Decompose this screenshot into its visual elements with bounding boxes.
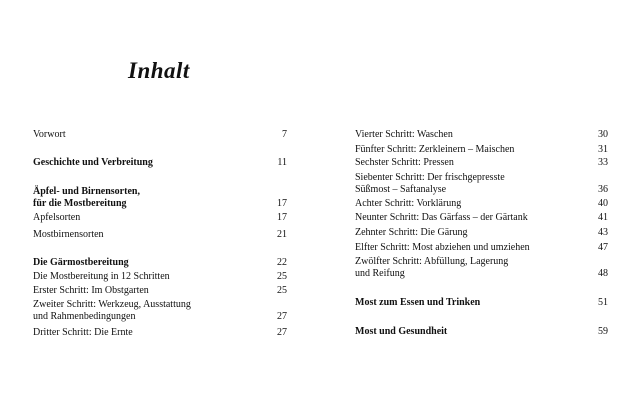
toc-entry-page: 7 — [282, 129, 287, 140]
toc-entry-title-line: Most und Gesundheit — [355, 326, 448, 337]
toc-entry — [355, 198, 608, 210]
toc-entry-page: 21 — [277, 229, 287, 240]
toc-entry — [33, 129, 287, 141]
toc-entry-title — [33, 129, 287, 141]
toc-entry-title-line: Süßmost – Saftanalyse — [355, 184, 447, 195]
toc-entry-title-line: Zehnter Schritt: Die Gärung — [355, 227, 468, 238]
toc-entry — [355, 144, 608, 156]
toc-entry-title-line: Most zum Essen und Trinken — [355, 297, 481, 308]
toc-entry-title — [33, 212, 287, 224]
toc-entry-title — [355, 227, 608, 239]
toc-entry-title-line: für die Mostbereitung — [33, 198, 127, 209]
toc-entry-page: 27 — [277, 311, 287, 322]
toc-entry-title-line: Fünfter Schritt: Zerkleinern – Maischen — [355, 144, 515, 155]
toc-entry-title — [33, 285, 287, 297]
toc-entry — [355, 256, 608, 280]
toc-entry — [355, 326, 608, 338]
toc-entry-title-line: Achter Schritt: Vorklärung — [355, 198, 462, 209]
toc-entry-title — [355, 129, 608, 141]
toc-entry-title — [33, 327, 287, 339]
toc-entry-page: 25 — [277, 271, 287, 282]
toc-entry — [355, 157, 608, 169]
toc-entry-page: 41 — [598, 212, 608, 223]
toc-entry-title — [355, 172, 608, 196]
toc-entry-title — [33, 257, 287, 269]
toc-entry-page: 59 — [598, 326, 608, 337]
toc-entry-title — [355, 256, 608, 280]
toc-entry — [33, 327, 287, 339]
toc-entry-title-line: Erster Schritt: Im Obstgarten — [33, 285, 149, 296]
toc-entry-title — [355, 212, 608, 224]
toc-entry-page: 47 — [598, 242, 608, 253]
page-title: Inhalt — [128, 58, 190, 83]
toc-entry — [33, 157, 287, 169]
toc-entry-title — [33, 229, 287, 241]
toc-entry-title-line: Zweiter Schritt: Werkzeug, Ausstattung — [33, 299, 191, 310]
toc-entry — [355, 129, 608, 141]
toc-entry-title-line: Vierter Schritt: Waschen — [355, 129, 453, 140]
toc-entry-title-line: Zwölfter Schritt: Abfüllung, Lagerung — [355, 256, 509, 267]
toc-entry — [355, 172, 608, 196]
toc-entry-page: 31 — [598, 144, 608, 155]
toc-entry-title-line: Die Gärmostbereitung — [33, 257, 129, 268]
toc-entry-page: 51 — [598, 297, 608, 308]
toc-entry-title — [33, 299, 287, 323]
toc-entry-title — [355, 326, 608, 338]
toc-entry-page: 17 — [277, 212, 287, 223]
toc-entry-title-line: Sechster Schritt: Pressen — [355, 157, 454, 168]
toc-entry-title — [355, 297, 608, 309]
toc-entry-page: 43 — [598, 227, 608, 238]
toc-entry — [33, 229, 287, 241]
toc-entry-title — [33, 157, 287, 169]
toc-entry — [355, 227, 608, 239]
toc-entry-title — [355, 242, 608, 254]
toc-entry — [33, 186, 287, 210]
toc-entry-title-line: Die Mostbereitung in 12 Schritten — [33, 271, 170, 282]
toc-entry — [355, 212, 608, 224]
toc-entry — [33, 212, 287, 224]
toc-entry-page: 30 — [598, 129, 608, 140]
toc-entry-page: 11 — [277, 157, 287, 168]
toc-entry-title — [33, 186, 287, 210]
toc-entry-page: 33 — [598, 157, 608, 168]
toc-entry-title-line: Äpfel- und Birnensorten, — [33, 186, 140, 197]
toc-entry-title-line: Elfter Schritt: Most abziehen und umziehen — [355, 242, 530, 253]
toc-entry-title-line: und Reifung — [355, 268, 405, 279]
toc-entry-page: 22 — [277, 257, 287, 268]
toc-entry-page: 27 — [277, 327, 287, 338]
toc-entry — [355, 297, 608, 309]
toc-entry — [33, 271, 287, 283]
toc-entry — [33, 257, 287, 269]
toc-entry-page: 48 — [598, 268, 608, 279]
toc-entry-title-line: Vorwort — [33, 129, 66, 140]
toc-entry-page: 40 — [598, 198, 608, 209]
toc-entry-page: 17 — [277, 198, 287, 209]
toc-entry — [33, 285, 287, 297]
toc-entry-title-line: Geschichte und Verbreitung — [33, 157, 153, 168]
toc-entry-title-line: Neunter Schritt: Das Gärfass – der Gärtank — [355, 212, 528, 223]
toc-entry-title-line: Siebenter Schritt: Der frischgepresste — [355, 172, 505, 183]
toc-entry-page: 36 — [598, 184, 608, 195]
toc-entry-title — [355, 198, 608, 210]
toc-entry — [33, 299, 287, 323]
toc-entry-title — [355, 144, 608, 156]
toc-entry-title-line: Dritter Schritt: Die Ernte — [33, 327, 133, 338]
toc-entry-title — [355, 157, 608, 169]
toc-entry-title-line: Apfelsorten — [33, 212, 81, 223]
toc-entry-title-line: Mostbirnensorten — [33, 229, 104, 240]
toc-entry-title-line: und Rahmenbedingungen — [33, 311, 136, 322]
toc-entry-page: 25 — [277, 285, 287, 296]
toc-entry — [355, 242, 608, 254]
toc-entry-title — [33, 271, 287, 283]
